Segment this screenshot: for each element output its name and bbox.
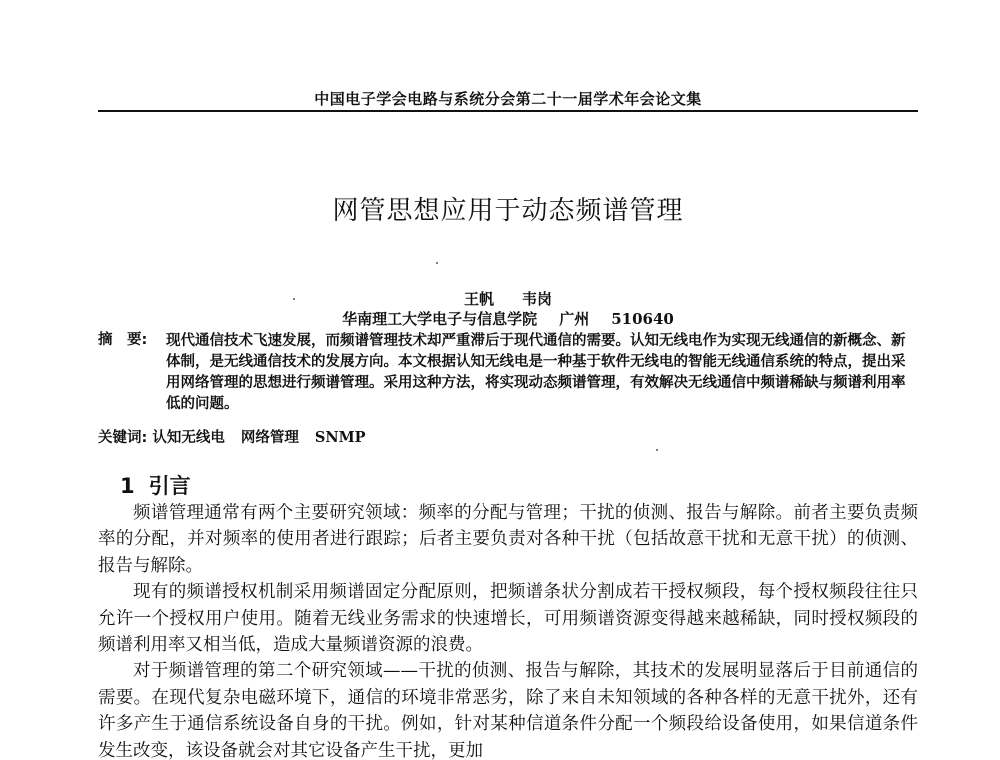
keyword: SNMP — [314, 429, 366, 446]
section-heading — [120, 470, 191, 500]
affiliation-city: 广州 — [559, 310, 590, 328]
author-name: 韦岗 — [522, 290, 553, 308]
body-paragraph: 频谱管理通常有两个主要研究领域：频率的分配与管理；干扰的侦测、报告与解除。前者主要负责频率的分配，并对频率的使用者进行跟踪；后者主要负责对各种干扰（包括故意干扰和无意干扰）的侦测、报告与解除。 — [98, 503, 918, 576]
affiliation-institution: 华南理工大学电子与信息学院 — [342, 310, 538, 328]
body-text — [98, 500, 918, 760]
body-paragraph: 对于频谱管理的第二个研究领域——干扰的侦测、报告与解除，其技术的发展明显落后于目前通信的需要。在现代复杂电磁环境下，通信的环境非常恶劣，除了来自未知领域的各种各样的无意干扰外，还有许多产生于通信系统设备自身的干扰。例如，针对某种信道条件分配一个频段给设备使用，如果信道条件发生改变，该设备就会对其它设备产生干扰，更加 — [98, 661, 918, 760]
abstract-text: 现代通信技术飞速发展，而频谱管理技术却严重滞后于现代通信的需要。认知无线电作为实现无线通信的新概念、新体制，是无线通信技术的发展方向。本文根据认知无线电是一种基于软件无线电的智能无线通信系统的特点，提出采用网络管理的思想进行频谱管理。采用这种方法，将实现动态频谱管理，有效解决无线通信中频谱稀缺与频谱利用率低的问题。 — [166, 332, 906, 412]
body-paragraph: 现有的频谱授权机制采用频谱固定分配原则，把频谱条状分割成若干授权频段，每个授权频段往往只允许一个授权用户使用。随着无线业务需求的快速增长，可用频谱资源变得越来越稀缺，同时授权频段的频谱利用率又相当低，造成大量频谱资源的浪费。 — [98, 582, 918, 656]
section-number: 1 — [120, 474, 135, 498]
section-title: 引言 — [148, 474, 191, 498]
header-rule — [98, 110, 918, 112]
running-header: 中国电子学会电路与系统分会第二十一届学术年会论文集 — [314, 90, 702, 108]
scan-speck — [293, 298, 295, 300]
author-name: 王帆 — [463, 290, 494, 308]
abstract — [98, 330, 918, 414]
scan-speck — [656, 449, 658, 451]
abstract-label: 摘 要: — [98, 332, 148, 348]
keywords — [98, 426, 918, 447]
keyword: 网络管理 — [240, 429, 299, 446]
affiliation — [98, 308, 918, 329]
paper-title: 网管思想应用于动态频谱管理 — [332, 196, 684, 226]
affiliation-postcode: 510640 — [611, 310, 674, 328]
scan-speck — [436, 262, 438, 264]
keywords-label: 关键词: — [98, 430, 148, 446]
keyword: 认知无线电 — [152, 429, 225, 446]
authors — [98, 288, 918, 309]
